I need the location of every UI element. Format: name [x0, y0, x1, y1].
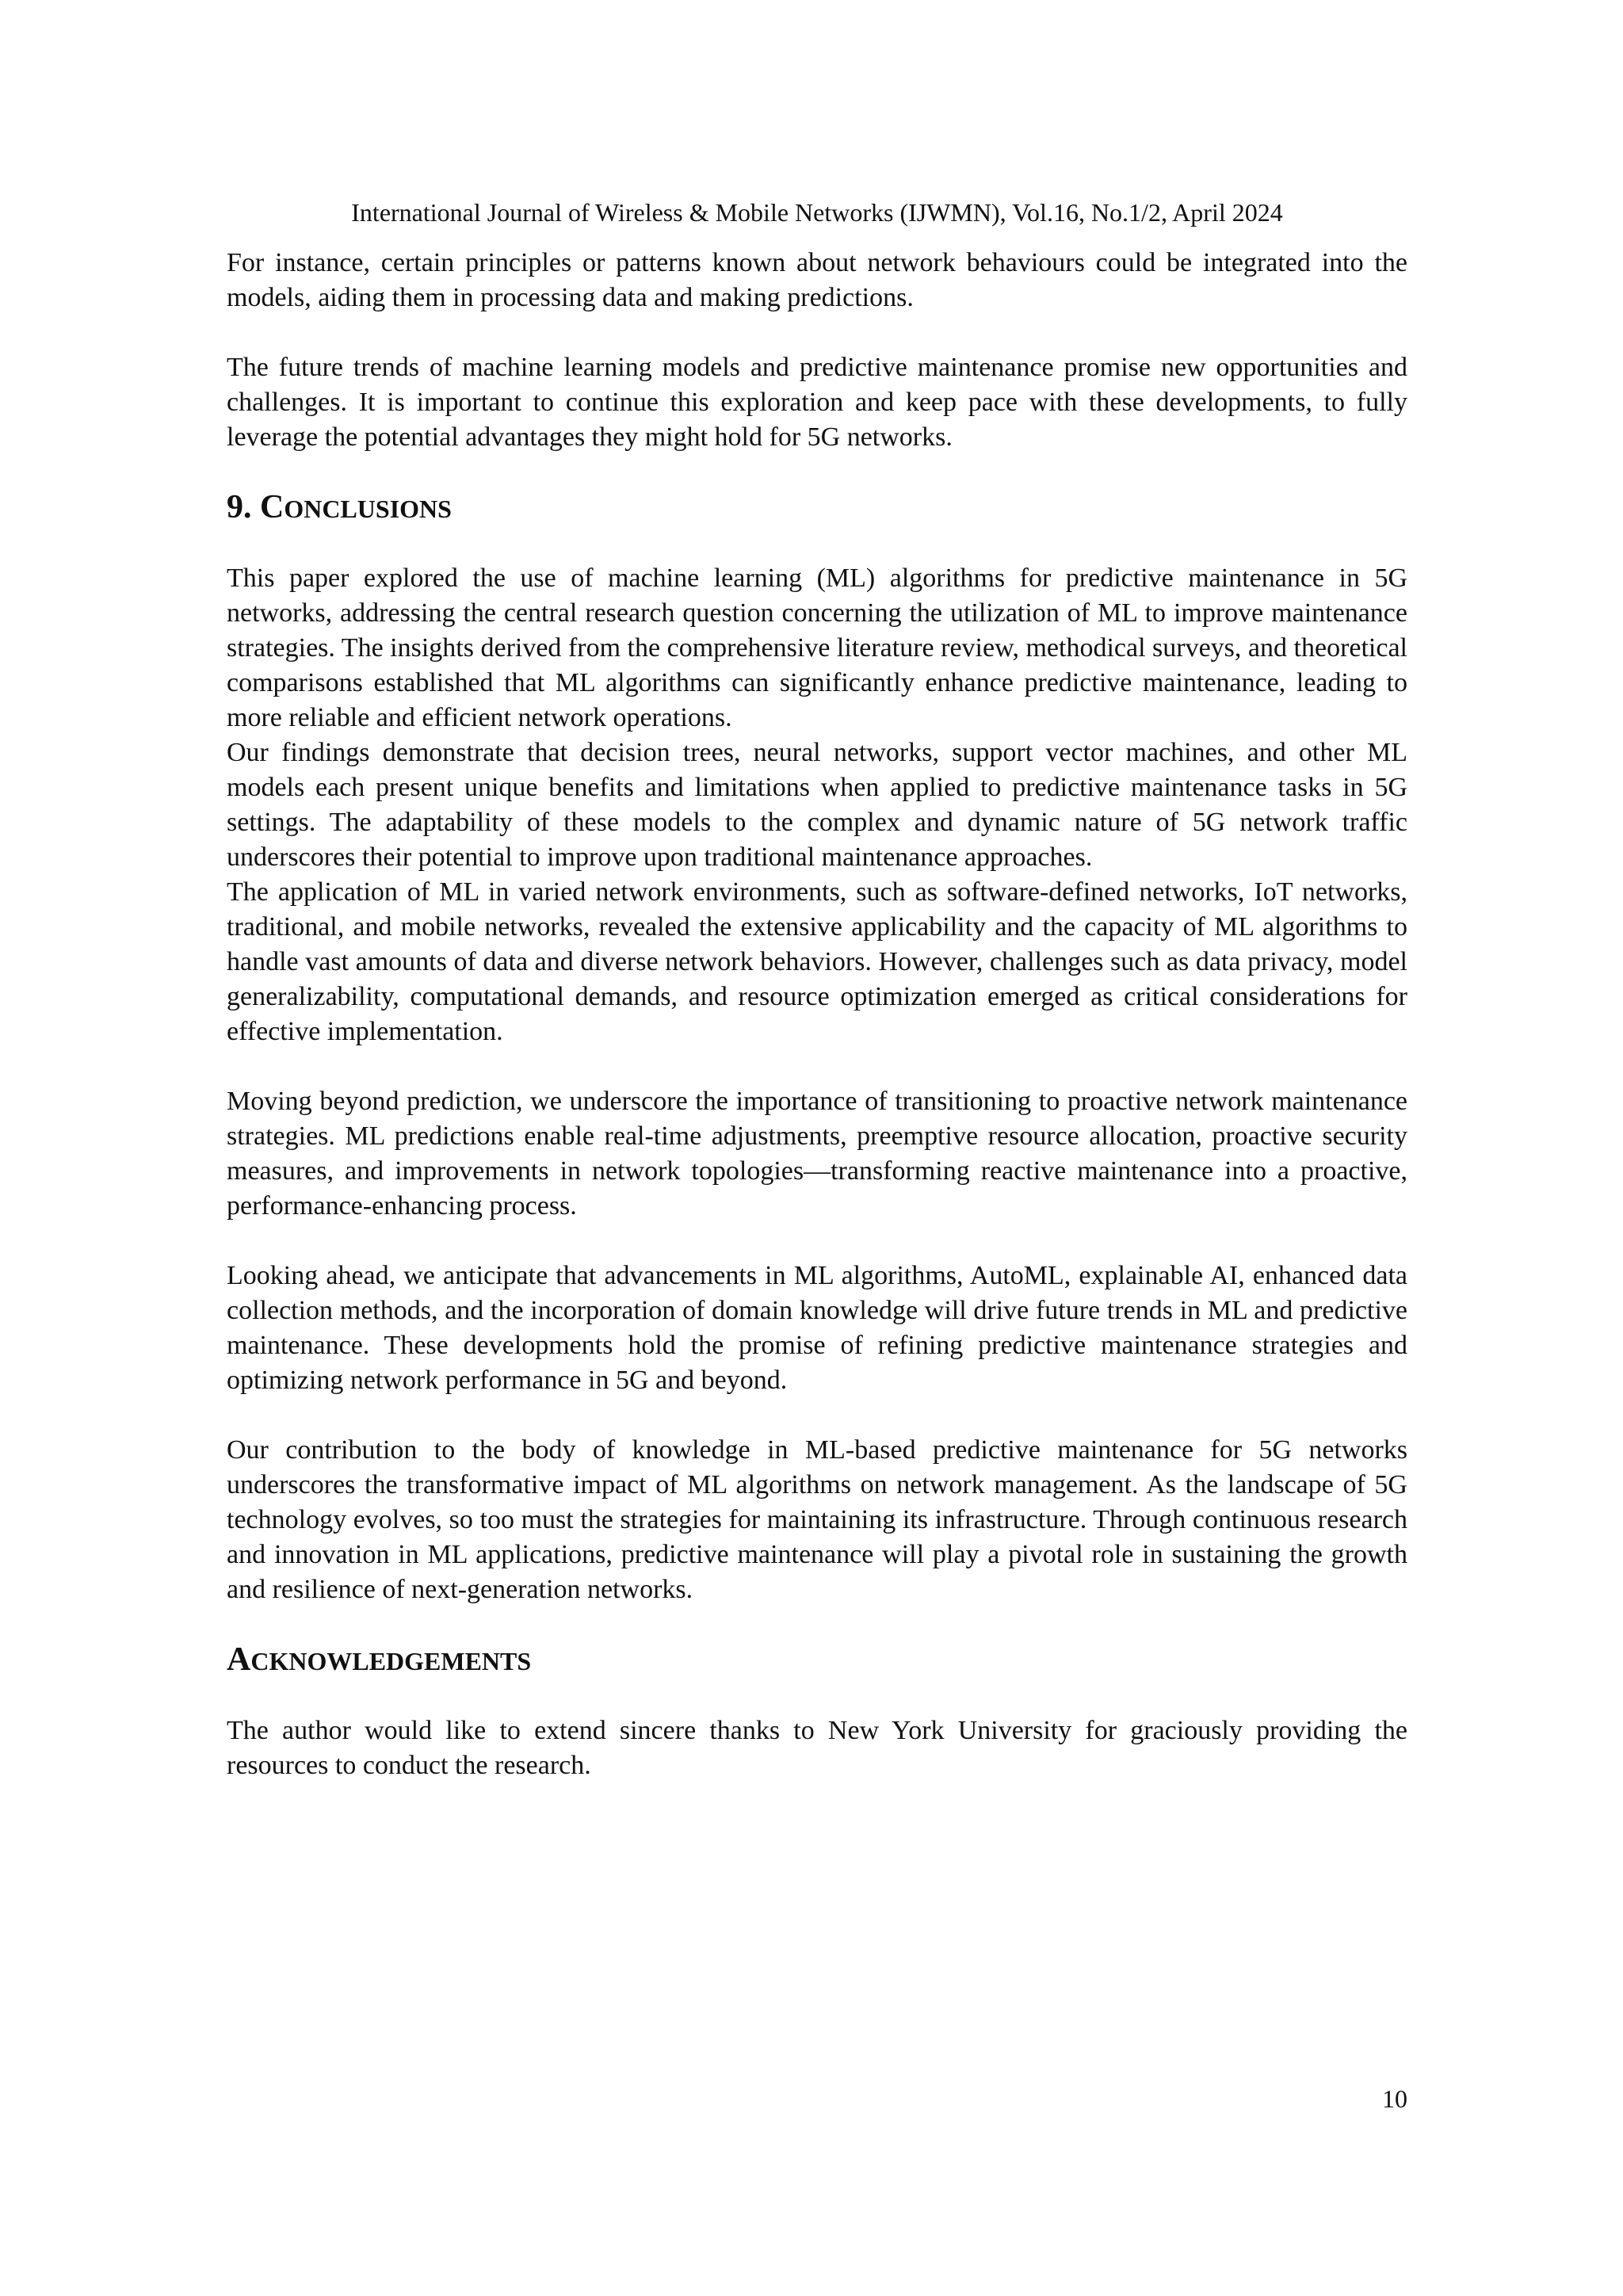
- paragraph-gap: [227, 1049, 1407, 1084]
- conclusions-paragraph-4: Moving beyond prediction, we underscore the importance of transitioning to proactive network maintenance strategies. ML predictions enable real-time adjustments, preemptive resource allocation, proactive security measures, and improvements in network topologies—transforming reactive maintenance into a proactive, performance-enhancing process.: [227, 1087, 1407, 1221]
- page-number: 10: [1382, 2084, 1407, 2113]
- heading-initial: A: [227, 1641, 251, 1678]
- heading-rest: ONCLUSIONS: [284, 495, 452, 523]
- section-heading-conclusions: [227, 490, 1407, 526]
- heading-initial: C: [260, 489, 285, 525]
- paragraph-gap: [227, 1607, 1407, 1642]
- running-header: International Journal of Wireless & Mobile Networks (IJWMN), Vol.16, No.1/2, April 2024: [351, 198, 1283, 227]
- conclusions-paragraph-1: This paper explored the use of machine learning (ML) algorithms for predictive maintenance in 5G networks, addressing the central research question concerning the utilization of ML to improve maintenance strategies. The insights derived from the comprehensive literature review, methodical surveys, and theoretical comparisons established that ML algorithms can significantly enhance predictive maintenance, leading to more reliable and efficient network operations.: [227, 563, 1407, 732]
- conclusions-paragraph-2: Our findings demonstrate that decision trees, neural networks, support vector machines, and other ML models each present unique benefits and limitations when applied to predictive maintenance tasks in 5G settings. The adaptability of these models to the complex and dynamic nature of 5G network traffic underscores their potential to improve upon traditional maintenance approaches.: [227, 738, 1407, 872]
- intro-paragraph-2: The future trends of machine learning models and predictive maintenance promise new opportunities and challenges. It is important to continue this exploration and keep pace with these developments, to fully leverage the potential advantages they might hold for 5G networks.: [227, 353, 1407, 452]
- section-number: 9.: [227, 489, 260, 525]
- paragraph-gap: [227, 315, 1407, 350]
- paragraph-gap: [227, 1224, 1407, 1259]
- page-content: [227, 246, 1407, 1783]
- paragraph-gap: [227, 1398, 1407, 1433]
- conclusions-paragraph-5: Looking ahead, we anticipate that advancements in ML algorithms, AutoML, explainable AI, enhanced data collection methods, and the incorporation of domain knowledge will drive future trends in ML and predictive maintenance. These developments hold the promise of refining predictive maintenance strategies and optimizing network performance in 5G and beyond.: [227, 1261, 1407, 1395]
- paragraph-gap: [227, 455, 1407, 490]
- intro-paragraph-1: For instance, certain principles or patterns known about network behaviours could be integrated into the models, aiding them in processing data and making predictions.: [227, 248, 1407, 312]
- conclusions-paragraph-6: Our contribution to the body of knowledge in ML-based predictive maintenance for 5G networks underscores the transformative impact of ML algorithms on network management. As the landscape of 5G technology evolves, so too must the strategies for maintaining its infrastructure. Through continuous research and innovation in ML applications, predictive maintenance will play a pivotal role in sustaining the growth and resilience of next-generation networks.: [227, 1435, 1407, 1604]
- heading-rest: CKNOWLEDGEMENTS: [250, 1647, 532, 1675]
- section-heading-acknowledgements: [227, 1642, 1407, 1679]
- paragraph-gap: [227, 526, 1407, 561]
- paragraph-gap: [227, 1679, 1407, 1713]
- acknowledgements-paragraph: The author would like to extend sincere thanks to New York University for graciously providing the resources to conduct the research.: [227, 1716, 1407, 1780]
- conclusions-paragraph-3: The application of ML in varied network environments, such as software-defined networks, IoT networks, traditional, and mobile networks, revealed the extensive applicability and the capacity of ML algorithms to handle vast amounts of data and diverse network behaviors. However, challenges such as data privacy, model generalizability, computational demands, and resource optimization emerged as critical considerations for effective implementation.: [227, 877, 1407, 1046]
